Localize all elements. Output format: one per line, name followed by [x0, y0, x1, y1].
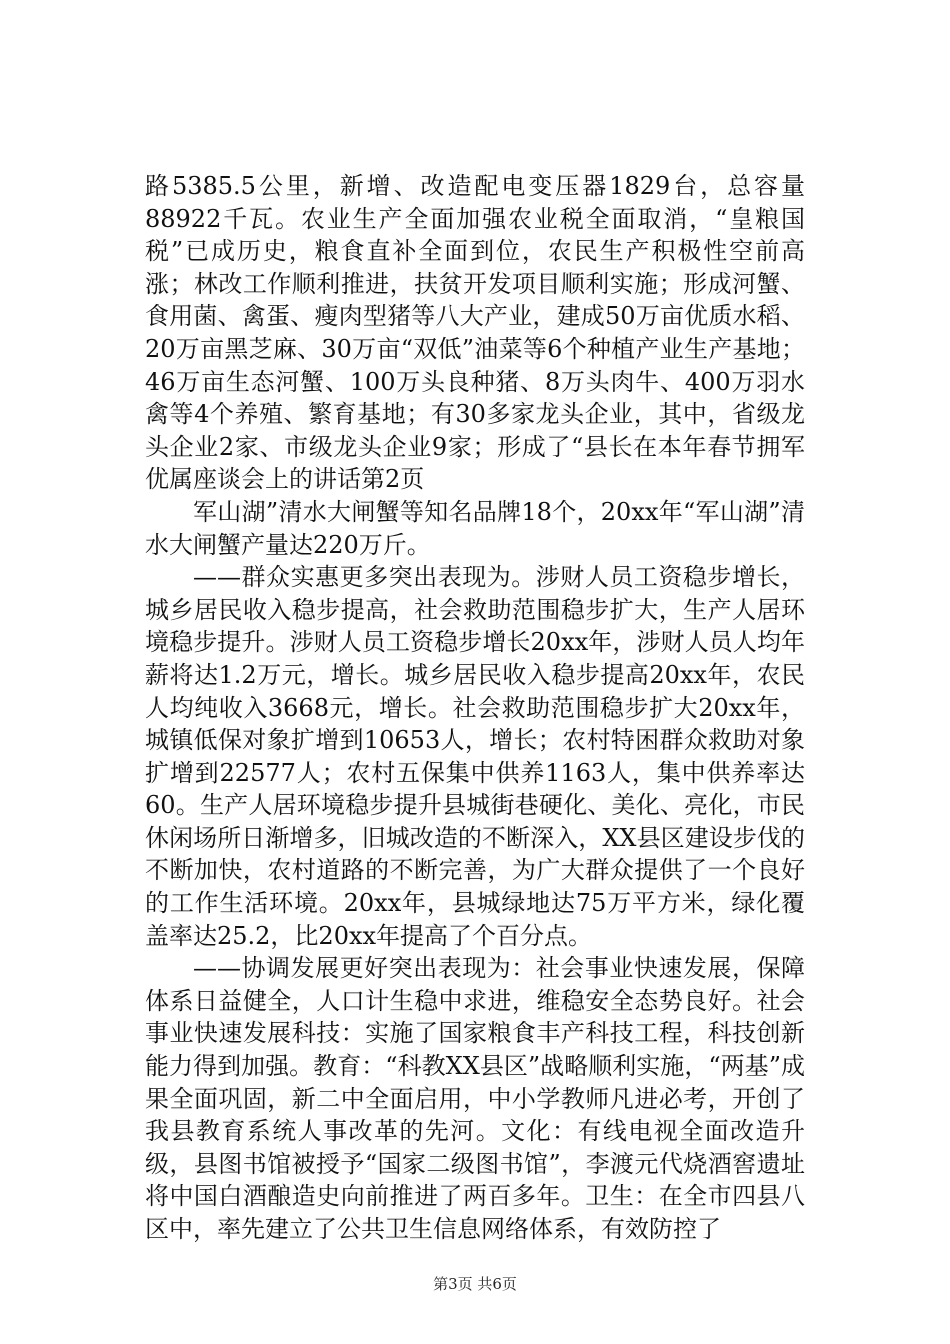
paragraph-3: ——群众实惠更多突出表现为。涉财人员工资稳步增长，城乡居民收入稳步提高，社会救助范围稳步扩大，生产人居环境稳步提升。涉财人员工资稳步增长20xx年，涉财人员人均年薪将达1.2万元，增长。城乡居民收入稳步提高20xx年，农民人均纯收入3668元，增长。社会救助范围稳步扩大20xx年，城镇低保对象扩增到10653人，增长；农村特困群众救助对象扩增到22577人；农村五保集中供养1163人，集中供养率达60。生产人居环境稳步提升县城街巷硬化、美化、亮化，市民休闲场所日渐增多，旧城改造的不断深入，XX县区建设步伐的不断加快，农村道路的不断完善，为广大群众提供了一个良好的工作生活环境。20xx年，县城绿地达75万平方米，绿化覆盖率达25.2，比20xx年提高了个百分点。: [145, 563, 805, 950]
page-footer: 第3页 共6页: [433, 1275, 517, 1293]
paragraph-2: 军山湖”清水大闸蟹等知名品牌18个，20xx年“军山湖”清水大闸蟹产量达220万斤。: [145, 497, 805, 559]
paragraph-4: ——协调发展更好突出表现为：社会事业快速发展，保障体系日益健全，人口计生稳中求进，维稳安全态势良好。社会事业快速发展科技：实施了国家粮食丰产科技工程，科技创新能力得到加强。教育：“科教XX县区”战略顺利实施，“两基”成果全面巩固，新二中全面启用，中小学教师凡进必考，开创了我县教育系统人事改革的先河。文化：有线电视全面改造升级，县图书馆被授予“国家二级图书馆”，李渡元代烧酒窖遗址将中国白酒酿造史向前推进了两百多年。卫生：在全市四县八区中，率先建立了公共卫生信息网络体系，有效防控了: [145, 954, 805, 1243]
paragraph-1: 路5385.5公里，新增、改造配电变压器1829台，总容量88922千瓦。农业生产全面加强农业税全面取消，“皇粮国税”已成历史，粮食直补全面到位，农民生产积极性空前高涨；林改工作顺利推进，扶贫开发项目顺利实施；形成河蟹、食用菌、禽蛋、瘦肉型猪等八大产业，建成50万亩优质水稻、20万亩黑芝麻、30万亩“双低”油菜等6个种植产业生产基地；46万亩生态河蟹、100万头良种猪、8万头肉牛、400万羽水禽等4个养殖、繁育基地；有30多家龙头企业，其中，省级龙头企业2家、市级龙头企业9家；形成了“县长在本年春节拥军优属座谈会上的讲话第2页: [145, 172, 805, 494]
document-body: [145, 170, 805, 1246]
